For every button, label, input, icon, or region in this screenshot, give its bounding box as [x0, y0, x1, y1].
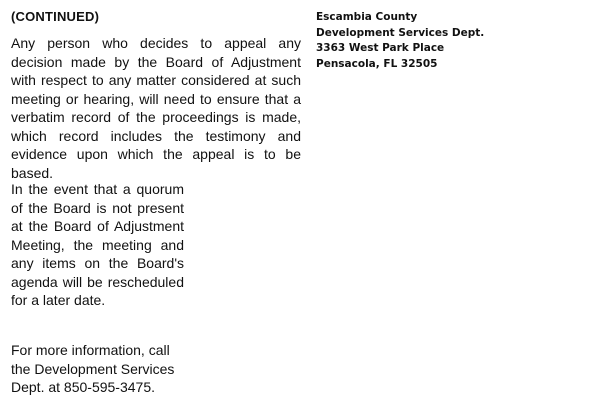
address-dept: Development Services Dept.: [316, 26, 485, 39]
continued-heading: (CONTINUED): [11, 9, 100, 24]
address-org: Escambia County: [316, 11, 418, 23]
address-street: 3363 West Park Place: [316, 42, 445, 54]
quorum-paragraph: In the event that a quorum of the Board is not present at the Board of Adjustment Meeting, the meeting and any items on the Board's agenda will be rescheduled for a later date.: [11, 181, 184, 308]
address-city: Pensacola, FL 32505: [316, 57, 438, 70]
return-address: [316, 10, 484, 72]
contact-paragraph: For more information, call the Development Services Dept. at 850-595-3475.: [11, 342, 175, 395]
appeal-paragraph: Any person who decides to appeal any decision made by the Board of Adjustment with respect to any matter considered at such meeting or hearing, will need to ensure that a verbatim record of the proceedings is made, which record includes the testimony and evidence upon which the appeal is to be based.: [11, 35, 301, 181]
